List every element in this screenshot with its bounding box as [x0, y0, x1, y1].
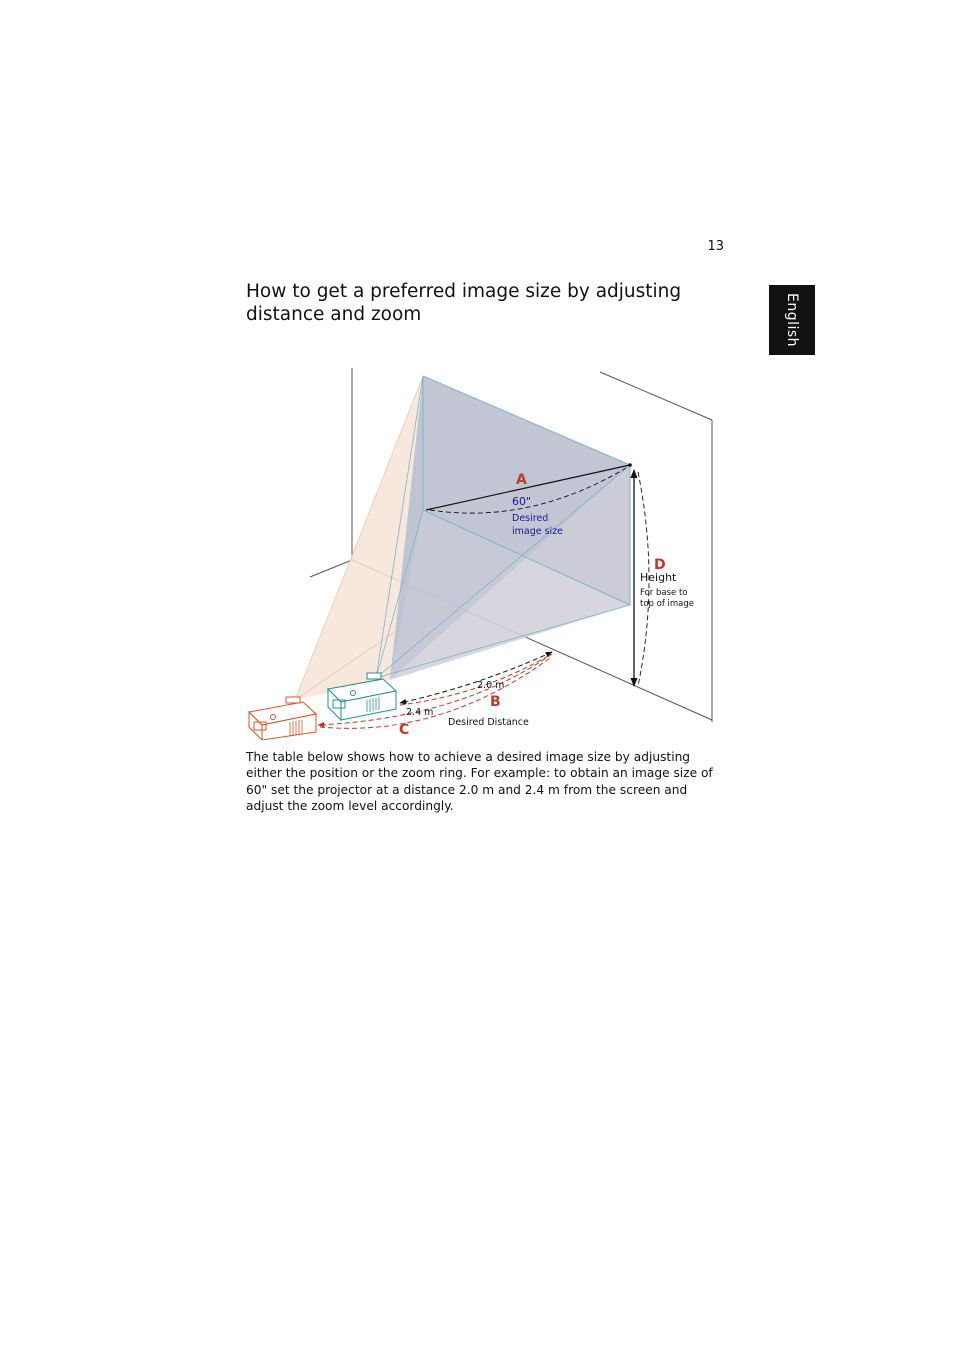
language-tab-label: English	[784, 292, 800, 348]
language-tab	[769, 285, 815, 355]
distance-far-label: 2.4 m	[406, 707, 434, 718]
page-number: 13	[707, 239, 724, 254]
label-b: B	[490, 694, 501, 710]
distance-caption: Desired Distance	[448, 717, 529, 728]
image-size-caption-line2: image size	[512, 526, 564, 537]
label-a: A	[516, 472, 527, 488]
far-projector	[249, 697, 316, 740]
label-d: D	[654, 557, 666, 573]
body-paragraph: The table below shows how to achieve a desired image size by adjusting either the position or the zoom ring. For example: to obtain an image size of 60" set the projector at a distance 2.0 m and 2.4 m from the screen and adjust the zoom level accordingly.	[246, 750, 713, 813]
distance-near-label: 2.0 m	[477, 680, 505, 691]
image-size-value: 60"	[512, 495, 532, 508]
label-c: C	[399, 722, 410, 738]
height-caption-line2: top of image	[640, 599, 695, 609]
section-title: How to get a preferred image size by adjusting distance and zoom	[246, 281, 682, 325]
image-size-caption-line1: Desired	[512, 513, 549, 524]
projection-diagram	[240, 360, 730, 740]
height-caption-line1: For base to	[640, 588, 688, 598]
height-label: Height	[640, 571, 677, 584]
